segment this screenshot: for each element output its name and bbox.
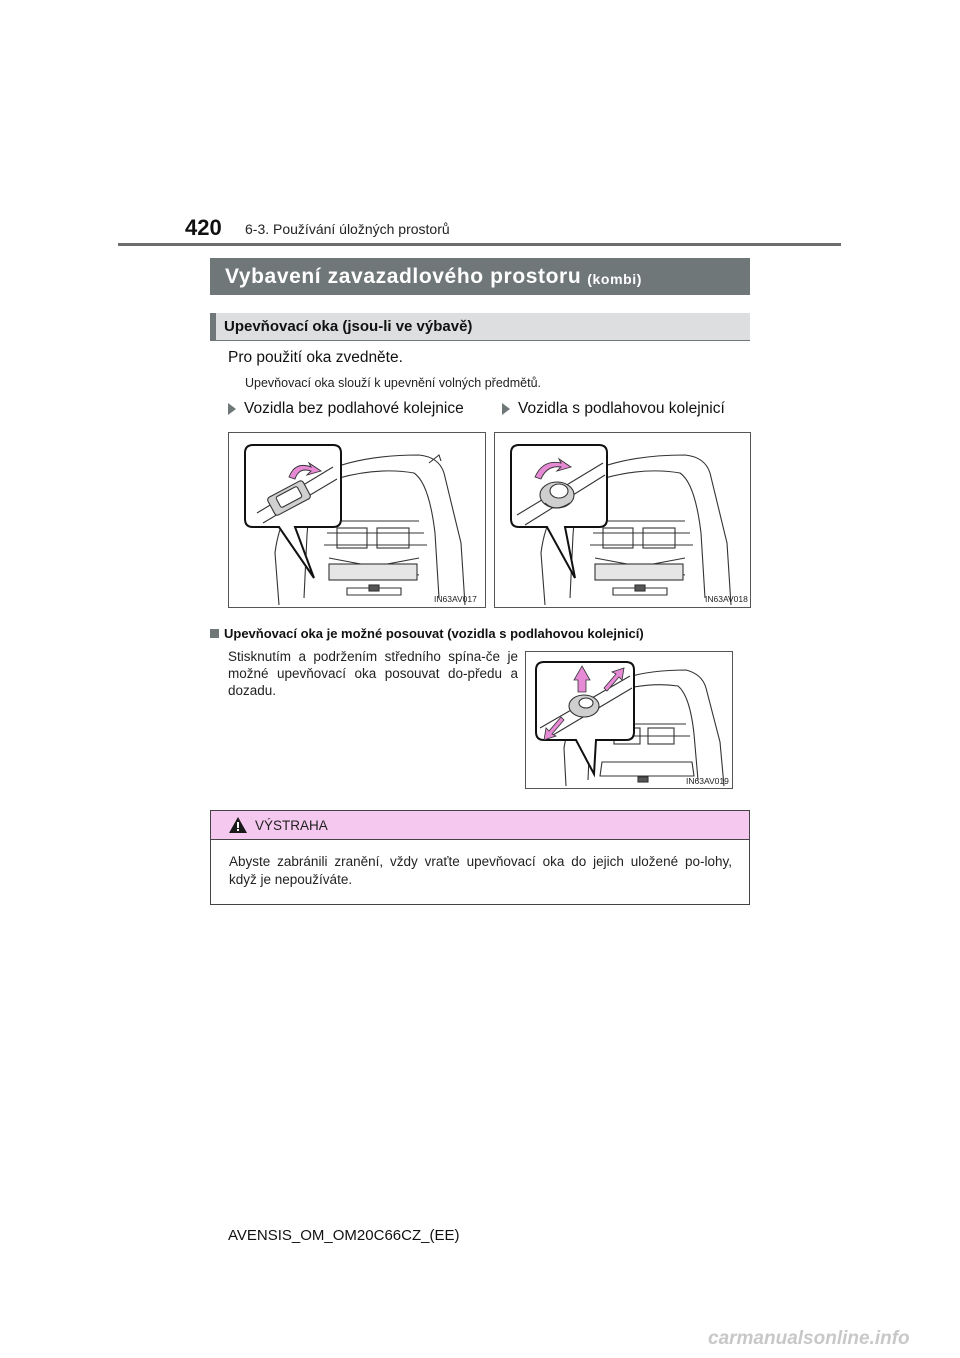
triangle-bullet-icon — [228, 403, 236, 415]
subsection-bar — [210, 313, 750, 341]
warning-text: Abyste zabránili zranění, vždy vraťte upevňovací oka do jejich uložené po-lohy, když je nepoužíváte. — [229, 854, 732, 887]
lead-note: Upevňovací oka slouží k upevnění volných předmětů. — [245, 376, 542, 390]
luggage-area-illustration-icon — [495, 433, 750, 607]
lead-text: Pro použití oka zvedněte. — [228, 349, 403, 366]
figure-code: IN63AV018 — [705, 594, 748, 604]
info-text: Stisknutím a podržením středního spína-če je možné upevňovací oka posouvat do-předu a dozadu. — [228, 649, 518, 698]
luggage-area-illustration-icon — [229, 433, 485, 607]
triangle-bullet-icon — [502, 403, 510, 415]
warning-header — [211, 811, 749, 840]
document-code: AVENSIS_OM_OM20C66CZ_(EE) — [228, 1227, 460, 1244]
info-heading-text: Upevňovací oka je možné posouvat (vozidla s podlahovou kolejnicí) — [224, 626, 644, 641]
section-breadcrumb: 6-3. Používání úložných prostorů — [245, 221, 450, 237]
square-bullet-icon — [210, 629, 219, 638]
variant-label: Vozidla s podlahovou kolejnicí — [518, 400, 725, 417]
figure-code: IN63AV019 — [686, 776, 729, 786]
page-title-suffix: (kombi) — [587, 270, 643, 287]
figure-tie-down-sliding — [525, 651, 733, 789]
header-divider — [118, 243, 841, 246]
figure-code: IN63AV017 — [434, 594, 477, 604]
warning-box — [210, 810, 750, 905]
luggage-area-illustration-icon — [526, 652, 732, 788]
warning-triangle-icon — [228, 816, 248, 834]
section-title-bar — [210, 258, 750, 295]
figure-tie-down-with-rail — [494, 432, 751, 608]
page-title: Vybavení zavazadlového prostoru — [225, 264, 582, 288]
subsection-title: Upevňovací oka (jsou-li ve výbavě) — [224, 318, 473, 335]
variant-heading-with-rail — [502, 400, 725, 418]
watermark: carmanualsonline.info — [708, 1328, 910, 1349]
figure-tie-down-no-rail — [228, 432, 486, 608]
info-heading — [210, 626, 644, 641]
variant-heading-no-rail — [228, 400, 464, 418]
warning-title: VÝSTRAHA — [255, 818, 328, 833]
page-number: 420 — [185, 215, 222, 240]
variant-label: Vozidla bez podlahové kolejnice — [244, 400, 464, 417]
